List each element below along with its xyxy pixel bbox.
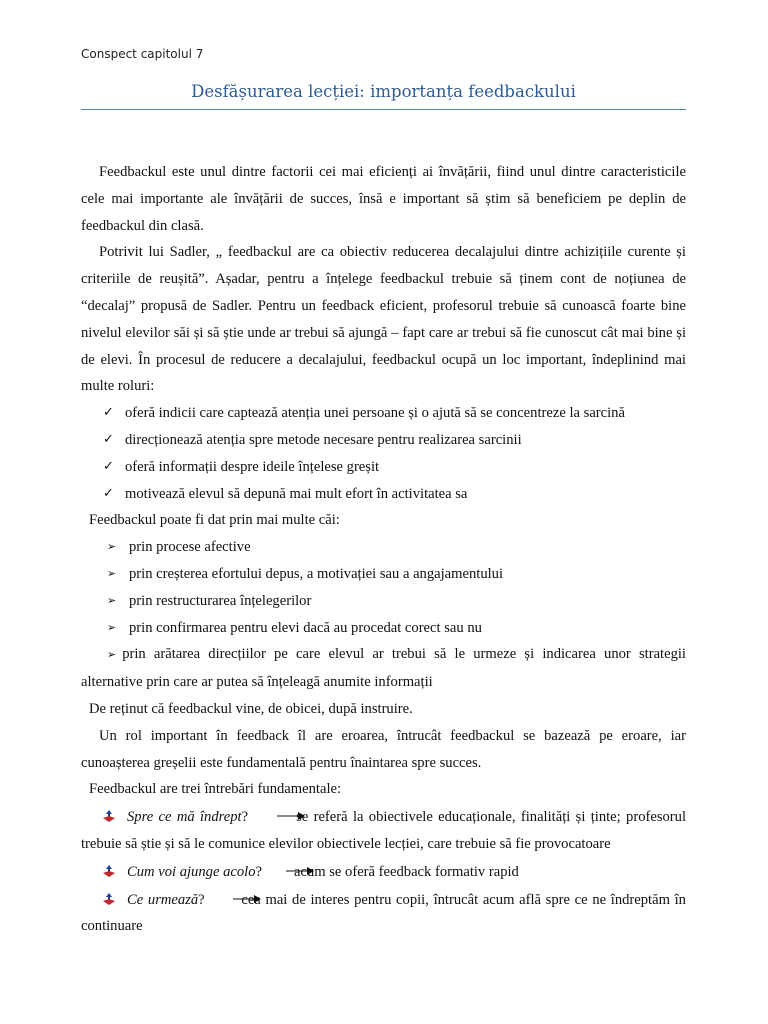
ways-list: [81, 534, 686, 641]
document-title: Desfășurarea lecției: importanța feedbackului: [191, 82, 576, 101]
check-mark-icon: ✓: [103, 431, 114, 447]
paragraph-eroare: Un rol important în feedback îl are eroarea, întrucât feedbackul se bazează pe eroare, iar cunoașterea greșelii este fundamentală pentru înaintarea spre succes.: [81, 727, 686, 771]
diamond-arrow-bullet-icon: [103, 865, 115, 877]
right-arrow-icon: [264, 858, 292, 866]
list-item: ➢ prin creșterea efortului depus, a motivației sau a angajamentului: [81, 561, 686, 588]
paragraph-intrebari: Feedbackul are trei întrebări fundamentale:: [89, 781, 342, 798]
arrowhead-bullet-icon: ➢: [107, 566, 117, 580]
paragraph-ways: Feedbackul poate fi dat prin mai multe căi:: [89, 512, 340, 529]
paragraph-retinut: De reținut că feedbackul vine, de obicei, după instruire.: [89, 700, 413, 717]
list-item: ✓ oferă indicii care captează atenția unei persoane și o ajută să se concentreze la sarcină: [81, 400, 686, 427]
diamond-arrow-bullet-icon: [103, 893, 115, 905]
list-item: ➢ prin procese afective: [81, 534, 686, 561]
check-mark-icon: ✓: [103, 485, 114, 501]
diamond-arrow-bullet-icon: [103, 810, 115, 822]
running-header: Conspect capitolul 7: [81, 47, 204, 61]
document-body: [81, 159, 686, 940]
list-item: ➢ prin arătarea direcțiilor pe care elevul ar trebui să le urmeze și indicarea unor strategii alternative prin care ar putea să înțeleagă anumite informații: [81, 646, 686, 691]
paragraph-intro: Feedbackul este unul dintre factorii cei mai eficienți ai învățării, fiind unul dintre caracteristicile cele mai importante ale învățării de succes, însă e important să știm să beneficiem pe deplin de feedbackul din clasă.: [81, 164, 686, 234]
right-arrow-icon: [211, 886, 239, 894]
arrowhead-bullet-icon: ➢: [107, 593, 117, 607]
list-item: Cum voi ajunge acolo? acum se oferă feedback formativ rapid: [81, 858, 686, 886]
check-mark-icon: ✓: [103, 458, 114, 474]
questions-list: [81, 803, 686, 940]
list-item: ➢ prin restructurarea înțelegerilor: [81, 588, 686, 615]
check-mark-icon: ✓: [103, 405, 114, 421]
list-item: ✓ oferă informații despre ideile înțelese greșit: [81, 454, 686, 481]
list-item: ➢ prin confirmarea pentru elevi dacă au procedat corect sau nu: [81, 615, 686, 642]
arrowhead-bullet-icon: ➢: [107, 648, 117, 662]
roles-list: [81, 400, 686, 507]
title-underline: [81, 109, 686, 110]
arrowhead-bullet-icon: ➢: [107, 620, 117, 634]
list-item: Ce urmează? cea mai de interes pentru copii, întrucât acum află spre ce ne îndreptăm în continuare: [81, 886, 686, 941]
paragraph-sadler: Potrivit lui Sadler, „ feedbackul are ca obiectiv reducerea decalajului dintre achizițiile curente și criteriile de reușită”. Așadar, pentru a înțelege feedbackul trebuie să ținem cont de noțiunea de “decalaj” propusă de Sadler. Pentru un feedback eficient, profesorul trebuie să cunoască foarte bine nivelul elevilor săi și să știe unde ar trebui să ajungă – fapt care ar trebui să fie cunoscut cât mai bine și de elevi. În procesul de reducere a decalajului, feedbackul ocupă un loc important, îndeplinind mai multe roluri:: [81, 244, 686, 395]
right-arrow-icon: [255, 803, 283, 811]
list-item: ✓ motivează elevul să depună mai mult efort în activitatea sa: [81, 481, 686, 508]
list-item: ✓ direcționează atenția spre metode necesare pentru realizarea sarcinii: [81, 427, 686, 454]
arrowhead-bullet-icon: ➢: [107, 540, 117, 554]
list-item: Spre ce mă îndrept? se referă la obiectivele educaționale, finalități și ținte; profesorul trebuie să știe și să le comunice elevilor obiectivele lecției, care trebuie să fie provocatoare: [81, 803, 686, 858]
